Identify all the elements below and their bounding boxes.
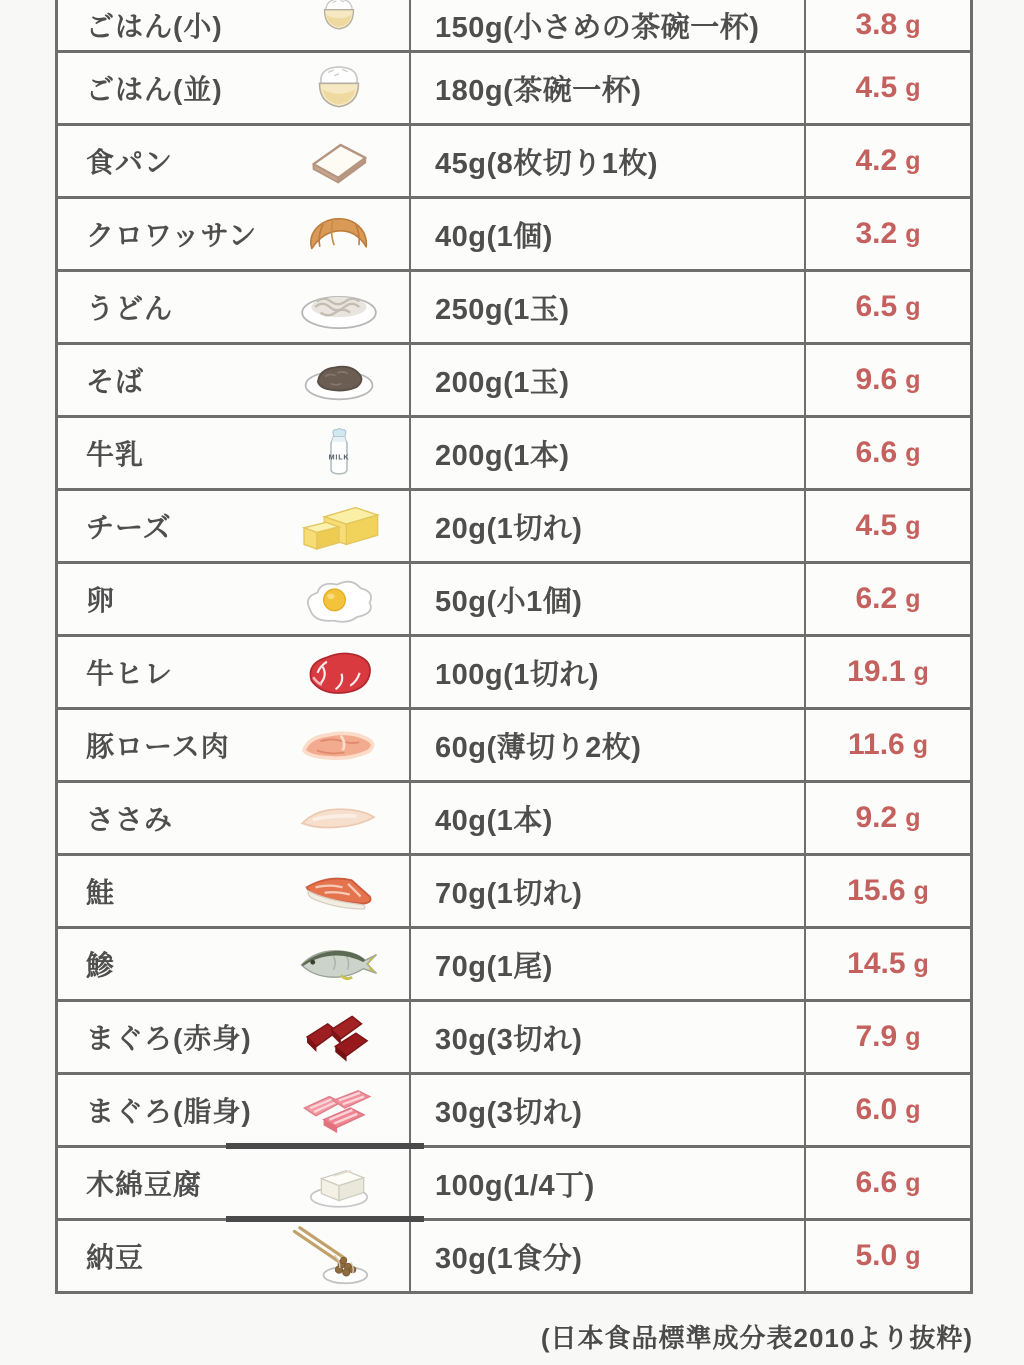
serving-amount: 70g(1切れ) <box>435 877 583 910</box>
rice-bowl-small-icon <box>280 0 398 53</box>
food-name: 木綿豆腐 <box>86 1169 203 1200</box>
tofu-icon <box>280 1150 398 1216</box>
protein-value: 3.2 <box>855 217 898 250</box>
table-row <box>58 856 970 929</box>
protein-unit: g <box>905 1241 921 1270</box>
food-name: ごはん(小) <box>86 11 223 42</box>
croissant-icon <box>280 201 398 267</box>
table-row <box>58 345 970 418</box>
tuna-lean-sashimi-icon <box>280 1004 398 1070</box>
pork-loin-icon <box>280 712 398 778</box>
thick-divider-line <box>226 1216 424 1222</box>
salmon-fillet-icon <box>280 858 398 924</box>
food-name: まぐろ(脂身) <box>86 1096 252 1127</box>
serving-amount: 40g(1個) <box>435 220 553 253</box>
food-name: 納豆 <box>86 1242 145 1273</box>
table-row <box>58 418 970 491</box>
food-name: まぐろ(赤身) <box>86 1023 252 1054</box>
soba-plate-icon <box>280 347 398 413</box>
food-name: 食パン <box>86 147 174 178</box>
food-name: 豚ロース肉 <box>86 731 230 762</box>
protein-unit: g <box>913 949 929 978</box>
serving-amount: 200g(1本) <box>435 439 570 472</box>
protein-unit: g <box>905 73 921 102</box>
table-row <box>58 783 970 856</box>
protein-value: 4.2 <box>855 144 898 177</box>
table-row <box>58 126 970 199</box>
horse-mackerel-icon <box>280 931 398 997</box>
table-row <box>58 199 970 272</box>
protein-unit: g <box>905 1022 921 1051</box>
food-name: ささみ <box>86 804 174 835</box>
table-row <box>58 53 970 126</box>
protein-value: 4.5 <box>855 509 898 542</box>
table-row <box>58 710 970 783</box>
serving-amount: 250g(1玉) <box>435 293 570 326</box>
protein-value: 14.5 <box>847 947 906 980</box>
serving-amount: 60g(薄切り2枚) <box>435 731 642 764</box>
serving-amount: 40g(1本) <box>435 804 553 837</box>
serving-amount: 30g(3切れ) <box>435 1023 583 1056</box>
natto-icon <box>280 1223 398 1289</box>
protein-unit: g <box>912 730 928 759</box>
serving-amount: 100g(1/4丁) <box>435 1169 595 1202</box>
protein-value: 15.6 <box>847 874 906 907</box>
protein-value: 6.0 <box>855 1093 898 1126</box>
protein-value: 7.9 <box>855 1020 898 1053</box>
protein-table <box>55 0 973 1294</box>
protein-unit: g <box>905 10 921 39</box>
protein-unit: g <box>905 365 921 394</box>
protein-unit: g <box>905 146 921 175</box>
bread-slice-icon <box>280 128 398 194</box>
table-row <box>58 1075 970 1148</box>
serving-amount: 30g(1食分) <box>435 1242 583 1275</box>
protein-value: 6.6 <box>855 436 898 469</box>
protein-value: 9.6 <box>855 363 898 396</box>
food-name: チーズ <box>86 512 172 543</box>
protein-value: 5.0 <box>855 1239 898 1272</box>
serving-amount: 100g(1切れ) <box>435 658 600 691</box>
protein-unit: g <box>905 584 921 613</box>
food-name: うどん <box>86 293 174 324</box>
rice-bowl-icon <box>280 55 398 121</box>
protein-unit: g <box>905 438 921 467</box>
serving-amount: 30g(3切れ) <box>435 1096 583 1129</box>
cheese-icon <box>280 493 398 559</box>
table-row <box>58 929 970 1002</box>
serving-amount: 50g(小1個) <box>435 585 583 618</box>
protein-unit: g <box>905 1095 921 1124</box>
milk-bottle-icon <box>280 420 398 486</box>
serving-amount: 20g(1切れ) <box>435 512 583 545</box>
protein-unit: g <box>913 876 929 905</box>
protein-value: 19.1 <box>847 655 906 688</box>
protein-unit: g <box>905 219 921 248</box>
protein-value: 6.2 <box>855 582 898 615</box>
serving-amount: 180g(茶碗一杯) <box>435 74 642 107</box>
source-note: (日本食品標準成分表2010より抜粋) <box>540 1323 973 1353</box>
serving-amount: 70g(1尾) <box>435 950 553 983</box>
food-name: 鯵 <box>86 950 116 981</box>
table-row <box>58 0 970 53</box>
table-row <box>58 1002 970 1075</box>
protein-value: 9.2 <box>855 801 898 834</box>
protein-unit: g <box>905 292 921 321</box>
protein-value: 11.6 <box>847 728 905 761</box>
protein-unit: g <box>905 1168 921 1197</box>
serving-amount: 45g(8枚切り1枚) <box>435 147 659 180</box>
protein-unit: g <box>913 657 929 686</box>
beef-fillet-icon <box>280 639 398 705</box>
protein-value: 6.5 <box>855 290 898 323</box>
protein-value: 3.8 <box>855 8 898 41</box>
thick-divider-line <box>226 1143 424 1149</box>
protein-value: 6.6 <box>855 1166 898 1199</box>
protein-unit: g <box>905 803 921 832</box>
tuna-fatty-sashimi-icon <box>280 1077 398 1143</box>
food-name: クロワッサン <box>86 220 258 251</box>
chicken-tender-icon <box>280 785 398 851</box>
fried-egg-icon <box>280 566 398 632</box>
food-name: 牛ヒレ <box>86 658 174 689</box>
serving-amount: 150g(小さめの茶碗一杯) <box>435 11 760 44</box>
table-row <box>58 1221 970 1294</box>
table-row <box>58 1148 970 1221</box>
svg-text:MILK: MILK <box>328 452 350 462</box>
food-name: ごはん(並) <box>86 74 223 105</box>
food-name: 鮭 <box>86 877 116 908</box>
protein-unit: g <box>905 511 921 540</box>
table-row <box>58 272 970 345</box>
food-name: 卵 <box>86 585 116 616</box>
protein-value: 4.5 <box>855 71 898 104</box>
food-name: 牛乳 <box>86 439 145 470</box>
udon-plate-icon <box>280 274 398 340</box>
serving-amount: 200g(1玉) <box>435 366 570 399</box>
food-name: そば <box>86 366 145 397</box>
table-row <box>58 564 970 637</box>
table-row <box>58 491 970 564</box>
table-row <box>58 637 970 710</box>
